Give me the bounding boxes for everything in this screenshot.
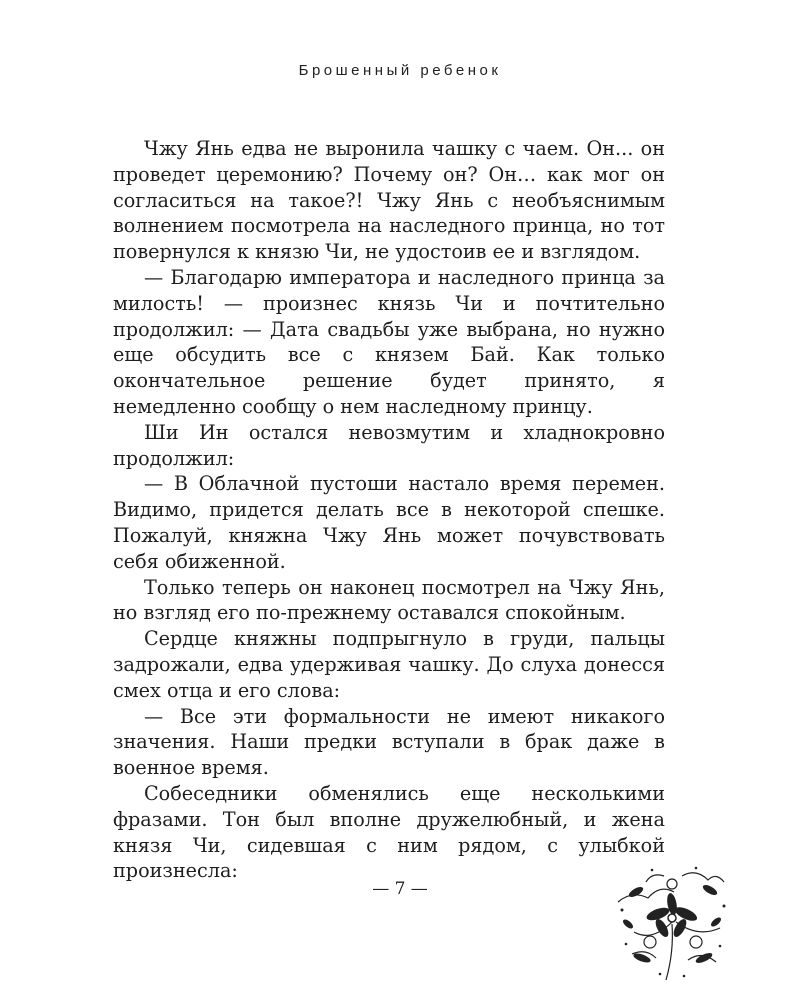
paragraph: — Все эти формальности не имеют никакого значения. Наши предки вступали в брак даже в военное время. [113, 704, 665, 780]
paragraph: Чжу Янь едва не выронила чашку с чаем. Он... он проведет церемонию? Почему он? Он… как мог он согласиться на такое?! Чжу Янь с необъяснимым волнением посмотрела на наследного принца, но тот повернулся к князю Чи, не удостоив ее и взглядом. [113, 137, 665, 264]
page-body [113, 136, 665, 884]
floral-ornament-icon [612, 862, 730, 988]
paragraph: Ши Ин остался невозмутим и хладнокровно продолжил: [113, 420, 665, 470]
running-header: Брошенный ребенок [298, 62, 502, 79]
paragraph: Собеседники обменялись еще несколькими фразами. Тон был вполне дружелюбный, и жена князя Чи, сидевшая с ним рядом, с улыбкой произнесла: [113, 781, 665, 883]
page-number: — 7 — [372, 879, 428, 899]
paragraph: Только теперь он наконец посмотрел на Чжу Янь, но взгляд его по-прежнему оставался спокойным. [113, 575, 665, 625]
paragraph: — В Облачной пустоши настало время перемен. Видимо, придется делать все в некоторой спешке. Пожалуй, княжна Чжу Янь может почувствовать себя обиженной. [113, 472, 665, 573]
paragraph: Сердце княжны подпрыгнуло в груди, пальцы задрожали, едва удерживая чашку. До слуха донесся смех отца и его слова: [113, 627, 665, 702]
paragraph: — Благодарю императора и наследного принца за милость! — произнес князь Чи и почтительно продолжил: — Дата свадьбы уже выбрана, но нужно еще обсудить все с князем Бай. Как только окончательное решение будет принято, я немедленно сообщу о нем наследному принцу. [113, 265, 665, 418]
